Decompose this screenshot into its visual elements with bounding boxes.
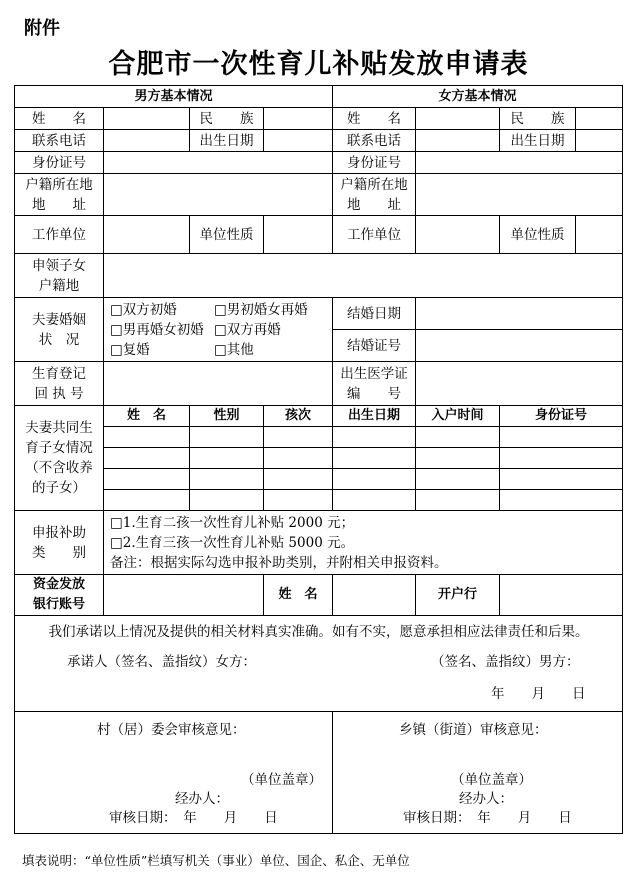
child-registration-cell[interactable] [416, 427, 500, 448]
female-name-label: 姓 名 [333, 108, 416, 130]
child-order-cell[interactable] [264, 427, 333, 448]
bank-branch-label: 开户行 [416, 575, 500, 616]
birth-registration-label: 生育登记 回 执 号 [15, 362, 104, 406]
male-work-unit-label: 工作单位 [15, 216, 104, 254]
children-col-gender: 性别 [190, 406, 264, 427]
marriage-cert-label: 结婚证号 [333, 330, 416, 362]
female-hukou-field[interactable] [416, 174, 623, 216]
male-unit-type-field[interactable] [264, 216, 333, 254]
form-title: 合肥市一次性育儿补贴发放申请表 [108, 49, 529, 80]
female-unit-type-field[interactable] [576, 216, 623, 254]
female-phone-label: 联系电话 [333, 130, 416, 152]
child-birthdate-cell[interactable] [333, 469, 416, 490]
village-review-section [15, 712, 333, 834]
children-col-id: 身份证号 [500, 406, 623, 427]
male-hukou-field[interactable] [104, 174, 333, 216]
marital-option[interactable]: □男再婚女初婚 [110, 321, 204, 338]
marital-option[interactable]: □其他 [214, 341, 254, 358]
female-ethnic-label: 民 族 [500, 108, 576, 130]
child-gender-cell[interactable] [190, 448, 264, 469]
subsidy-option[interactable]: □1.生育二孩一次性育儿补贴 2000 元； [110, 514, 355, 531]
child-name-cell[interactable] [104, 448, 190, 469]
commitment-statement: 我们承诺以上情况及提供的相关材料真实准确。如有不实，愿意承担相应法律责任和后果。 [48, 624, 589, 640]
form-footnote: 填表说明：“单位性质”栏填写机关（事业）单位、国企、私企、无单位 [22, 853, 410, 868]
child-id-cell[interactable] [500, 469, 623, 490]
male-birthdate-label: 出生日期 [190, 130, 264, 152]
child-registration-cell[interactable] [416, 469, 500, 490]
female-work-unit-field[interactable] [416, 216, 500, 254]
child-gender-cell[interactable] [190, 469, 264, 490]
promisor-male: （签名、盖指纹）男方： [431, 654, 580, 670]
male-section-header: 男方基本情况 [15, 86, 333, 108]
table-row [15, 490, 623, 511]
child-id-cell[interactable] [500, 448, 623, 469]
children-label: 夫妻共同生 育子女情况 （不含收养 的子女） [15, 406, 104, 511]
marital-option[interactable]: □双方初婚 [110, 301, 177, 318]
marital-option[interactable]: □男初婚女再婚 [214, 301, 308, 318]
village-review-title: 村（居）委会审核意见： [97, 722, 246, 738]
birth-certificate-field[interactable] [416, 362, 623, 406]
subsidy-note: 备注：根据实际勾选申报补助类别，并附相关申报资料。 [110, 554, 448, 571]
male-id-label: 身份证号 [15, 152, 104, 174]
marital-status-label: 夫妻婚姻 状 况 [15, 298, 104, 362]
village-handler: 经办人： [175, 791, 229, 807]
table-row [15, 469, 623, 490]
village-stamp: （单位盖章） [241, 772, 322, 788]
town-handler: 经办人： [459, 791, 514, 807]
male-ethnic-field[interactable] [264, 108, 333, 130]
children-col-registration-time: 入户时间 [416, 406, 500, 427]
female-phone-field[interactable] [416, 130, 500, 152]
bank-account-field[interactable] [104, 575, 264, 616]
marriage-cert-field[interactable] [416, 330, 623, 362]
children-col-name: 姓 名 [104, 406, 190, 427]
child-birthdate-cell[interactable] [333, 427, 416, 448]
female-id-label: 身份证号 [333, 152, 416, 174]
birth-registration-field[interactable] [104, 362, 333, 406]
marital-options [104, 298, 333, 362]
subsidy-option[interactable]: □2.生育三孩一次性育儿补贴 5000 元。 [110, 534, 355, 551]
bank-name-field[interactable] [333, 575, 416, 616]
male-phone-label: 联系电话 [15, 130, 104, 152]
male-id-field[interactable] [104, 152, 333, 174]
male-hukou-label: 户籍所在地 地 址 [15, 174, 104, 216]
child-id-cell[interactable] [500, 490, 623, 511]
child-registration-cell[interactable] [416, 448, 500, 469]
town-stamp: （单位盖章） [451, 772, 533, 788]
marital-option[interactable]: □双方再婚 [214, 321, 281, 338]
town-review-date: 审核日期： 年 月 日 [403, 810, 572, 826]
child-birthdate-cell[interactable] [333, 490, 416, 511]
child-name-cell[interactable] [104, 427, 190, 448]
male-ethnic-label: 民 族 [190, 108, 264, 130]
child-id-cell[interactable] [500, 427, 623, 448]
child-order-cell[interactable] [264, 469, 333, 490]
promisor-female: 承诺人（签名、盖指纹）女方： [67, 654, 256, 670]
town-review-title: 乡镇（街道）审核意见： [399, 722, 548, 738]
child-birthdate-cell[interactable] [333, 448, 416, 469]
marital-option[interactable]: □复婚 [110, 341, 150, 358]
child-order-cell[interactable] [264, 490, 333, 511]
male-name-label: 姓 名 [15, 108, 104, 130]
female-work-unit-label: 工作单位 [333, 216, 416, 254]
table-row [15, 427, 623, 448]
commitment-date: 年 月 日 [491, 686, 586, 702]
male-name-field[interactable] [104, 108, 190, 130]
male-phone-field[interactable] [104, 130, 190, 152]
child-gender-cell[interactable] [190, 427, 264, 448]
female-ethnic-field[interactable] [576, 108, 623, 130]
marriage-date-label: 结婚日期 [333, 298, 416, 330]
child-name-cell[interactable] [104, 490, 190, 511]
female-section-header: 女方基本情况 [333, 86, 623, 108]
female-birthdate-label: 出生日期 [500, 130, 576, 152]
village-review-date: 审核日期： 年 月 日 [109, 810, 278, 826]
female-hukou-label: 户籍所在地 地 址 [333, 174, 416, 216]
child-order-cell[interactable] [264, 448, 333, 469]
commitment-section [15, 616, 623, 712]
children-col-birthdate: 出生日期 [333, 406, 416, 427]
male-work-unit-field[interactable] [104, 216, 190, 254]
female-birthdate-field[interactable] [576, 130, 623, 152]
children-col-order: 孩次 [264, 406, 333, 427]
child-name-cell[interactable] [104, 469, 190, 490]
child-gender-cell[interactable] [190, 490, 264, 511]
application-form-table [14, 85, 623, 834]
female-name-field[interactable] [416, 108, 500, 130]
male-unit-type-label: 单位性质 [190, 216, 264, 254]
bank-branch-field[interactable] [500, 575, 623, 616]
town-review-section [333, 712, 623, 834]
bank-account-label: 资金发放 银行账号 [15, 575, 104, 616]
marriage-date-field[interactable] [416, 298, 623, 330]
child-hukou-field[interactable] [104, 254, 623, 298]
child-hukou-label: 申领子女 户籍地 [15, 254, 104, 298]
child-registration-cell[interactable] [416, 490, 500, 511]
female-unit-type-label: 单位性质 [500, 216, 576, 254]
table-row [15, 448, 623, 469]
subsidy-options [104, 511, 623, 575]
male-birthdate-field[interactable] [264, 130, 333, 152]
female-id-field[interactable] [416, 152, 623, 174]
bank-name-label: 姓 名 [264, 575, 333, 616]
attachment-label: 附件 [24, 18, 60, 39]
subsidy-type-label: 申报补助 类 别 [15, 511, 104, 575]
birth-certificate-label: 出生医学证 编 号 [333, 362, 416, 406]
